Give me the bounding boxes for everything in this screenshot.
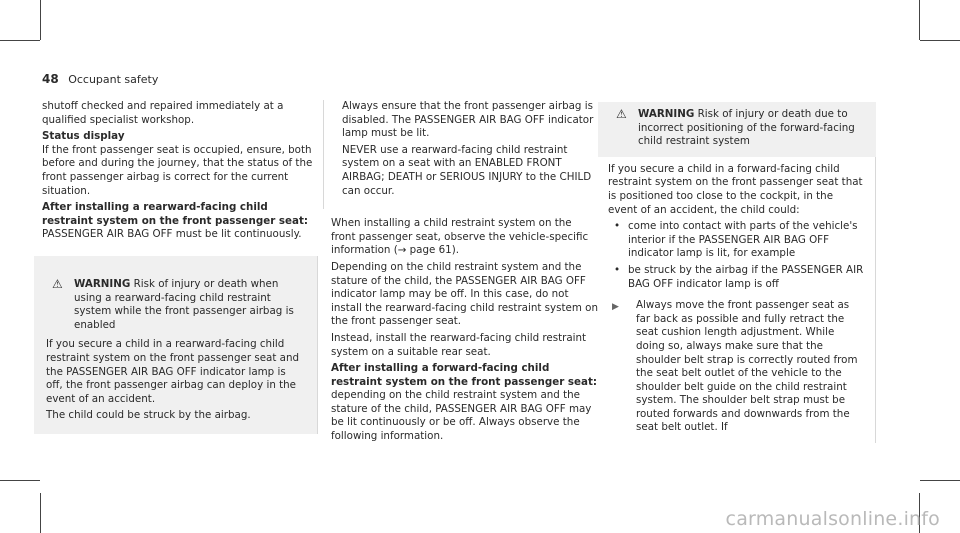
crop-mark	[919, 0, 920, 40]
note-paragraph: Always ensure that the front passenger airbag is disabled. The PASSENGER AIR BAG OFF indicator lamp must be lit.	[342, 100, 594, 140]
warning-title: Risk of injury or death due to incorrect positioning of the forward-facing child restraint system	[638, 108, 855, 148]
warning-label: WARNING	[638, 108, 695, 120]
warning-header	[46, 256, 305, 332]
crop-mark	[0, 480, 40, 481]
after-forward-heading: After installing a forward-facing child restraint system on the front passenger seat:	[331, 362, 597, 388]
column-2	[323, 100, 599, 447]
column-2-body	[323, 217, 599, 444]
warning-box-forward	[598, 102, 876, 157]
warning-title-wrap	[74, 278, 305, 332]
warning-paragraph: The child could be struck by the airbag.	[46, 409, 251, 422]
warning-triangle-icon: ⚠	[52, 276, 63, 291]
warning-header	[610, 102, 864, 149]
section-title: Occupant safety	[68, 73, 159, 86]
after-rearward-text: PASSENGER AIR BAG OFF must be lit continuously.	[42, 228, 302, 241]
status-heading: Status display	[42, 130, 125, 143]
warning-label: WARNING	[74, 277, 131, 290]
page-number: 48	[42, 72, 59, 86]
action-step	[608, 299, 865, 435]
page-header	[42, 72, 158, 86]
after-forward-text: depending on the child restraint system and the stature of the child, PASSENGER AIR BAG OFF may be lit continuously or be off. Always observe the following information.	[331, 389, 592, 443]
warning-body-forward	[598, 157, 876, 443]
note-paragraph: NEVER use a rearward-facing child restraint system on a seat with an ENABLED FRONT AIRBAG; DEATH or SERIOUS INJURY to the CHILD can occur.	[342, 143, 592, 197]
warning-paragraph: If you secure a child in a rearward-facing child restraint system on the front passenger seat and the PASSENGER AIR BAG OFF indicator lamp is off, the front passenger airbag can deploy in the event of an accident.	[46, 338, 300, 405]
after-forward-paragraph	[331, 362, 599, 444]
warning-continuation	[323, 100, 599, 209]
warning-box-rearward	[34, 256, 318, 434]
warning-title-wrap	[638, 108, 864, 149]
body-paragraph: Depending on the child restraint system and the stature of the child, the PASSENGER AIR BAG OFF indicator lamp may be off. In this case, do not install the rearward-facing child restraint system on the front passenger seat.	[331, 260, 599, 328]
bullet-icon: •	[614, 263, 621, 276]
column-1	[42, 100, 318, 434]
list-item-text: be struck by the airbag if the PASSENGER AIR BAG OFF indicator lamp is off	[628, 263, 864, 290]
crop-mark	[920, 480, 960, 481]
crop-mark	[0, 40, 40, 41]
list-item-text: come into contact with parts of the vehicle's interior if the PASSENGER AIR BAG OFF indicator lamp is lit, for example	[628, 220, 858, 260]
watermark: carmanualsonline.info	[725, 508, 940, 530]
bullet-icon: •	[614, 220, 621, 233]
crop-mark	[40, 493, 41, 533]
intro-paragraph: shutoff checked and repaired immediately at a qualified specialist workshop.	[42, 100, 284, 126]
body-paragraph: Instead, install the rearward-facing child restraint system on a suitable rear seat.	[331, 331, 587, 358]
list-item	[608, 264, 865, 291]
crop-mark	[920, 40, 960, 41]
warning-title: Risk of injury or death when using a rearward-facing child restraint system while the front passenger airbag is enabled	[74, 277, 294, 331]
warning-paragraph: If you secure a child in a forward-facing child restraint system on the front passenger seat that is positioned too close to the cockpit, in the event of an accident, the child could:	[608, 162, 863, 216]
warning-triangle-icon: ⚠	[616, 107, 627, 121]
status-paragraph: If the front passenger seat is occupied, ensure, both before and during the journey, that the status of the front passenger airbag is correct for the current situation.	[42, 143, 313, 197]
after-rearward-heading: After installing a rearward-facing child restraint system on the front passenger seat:	[42, 201, 308, 227]
body-paragraph: When installing a child restraint system on the front passenger seat, observe the vehicle-specific information (→ page 61).	[331, 217, 589, 257]
consequence-list	[608, 220, 865, 291]
action-text: Always move the front passenger seat as far back as possible and fully retract the seat cushion length adjustment. While doing so, always make sure that the shoulder belt strap is correctly routed from the seat belt outlet of the vehicle to the shoulder belt guide on the child restraint system. The shoulder belt strap must be routed forwards and downwards from the seat belt outlet. If	[636, 299, 858, 434]
column-3	[606, 102, 876, 443]
list-item	[608, 220, 865, 261]
crop-mark	[40, 0, 41, 40]
after-rearward-paragraph	[42, 201, 318, 242]
warning-body	[46, 332, 305, 423]
action-arrow-icon: ▶	[612, 302, 619, 313]
